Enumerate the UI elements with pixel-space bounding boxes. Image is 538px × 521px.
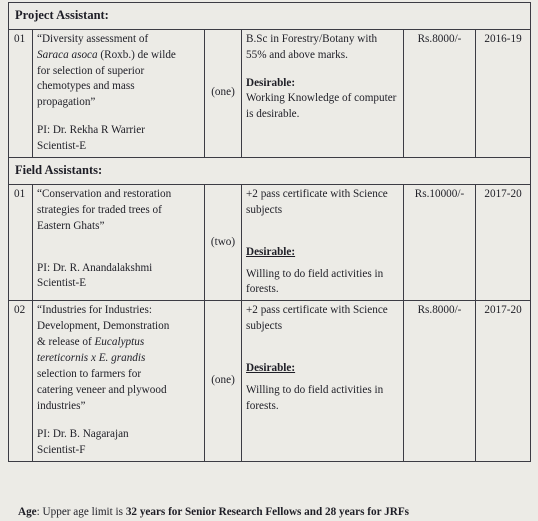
qualification-text: +2 pass certificate with Science subjects [246,187,388,216]
project-title-line [37,335,200,351]
project-title-line: selection to farmers for [37,368,142,380]
table-row [9,301,531,461]
qualification-cell [242,301,404,461]
pi-name: PI: Dr. B. Nagarajan [37,427,129,440]
desirable-text: Willing to do field activities in forests. [246,384,384,412]
age-limit-note [18,505,528,521]
qualification-cell [242,29,404,157]
table-row [9,29,531,157]
project-title-fragment: (Roxb.) de wilde [97,48,176,61]
project-title-line: strategies for traded trees of [37,203,162,216]
species-name: Saraca asoca [37,48,98,61]
qualification-cell [242,184,404,301]
species-name: Eucalyptus [94,336,145,349]
desirable-text: Willing to do field activities in forests. [246,267,384,296]
project-title-line: “Diversity assessment of [37,32,149,45]
footer-bold-text: 32 years for Senior Research Fellows and 28 years for JRFs [125,506,410,518]
serial-number: 02 [9,301,33,461]
desirable-label: Desirable: [246,245,296,258]
project-cell [33,29,205,157]
qualification-text: B.Sc in Forestry/Botany with 55% and above marks. [246,32,378,61]
qualification-text: +2 pass certificate with Science subjects [246,304,388,333]
footer-text: : Upper age limit is [36,506,126,518]
section-header-row [9,3,531,30]
section-header-row [9,158,531,185]
pi-role: Scientist-F [37,443,86,456]
pi-role: Scientist-E [37,140,87,153]
project-title-line: Development, Demonstration [37,320,170,333]
pi-name: PI: Dr. R. Anandalakshmi [37,261,153,274]
salary: Rs.10000/- [404,184,476,301]
salary: Rs.8000/- [404,301,476,461]
project-title-line: propagation” [37,96,96,109]
posts-count: (two) [205,184,242,301]
project-title-line [37,351,200,367]
table-row [9,184,531,301]
project-cell [33,184,205,301]
pi-name: PI: Dr. Rekha R Warrier [37,124,145,137]
footer-prefix: Age [18,506,37,518]
section-title: Field Assistants: [9,158,531,185]
posts-count: (one) [205,29,242,157]
project-title-line: “Industries for Industries: [37,304,152,317]
desirable-label: Desirable: [246,362,296,375]
project-title-line [37,48,200,64]
project-title-line: for selection of superior [37,64,145,77]
serial-number: 01 [9,29,33,157]
project-cell [33,301,205,461]
project-title-line: industries” [37,399,86,412]
project-title-line: catering veneer and plywood [37,383,167,396]
period: 2016-19 [476,29,531,157]
project-title-line: chemotypes and mass [37,80,135,93]
positions-table [8,2,531,462]
serial-number: 01 [9,184,33,301]
project-title-line: Eastern Ghats” [37,219,105,232]
period: 2017-20 [476,301,531,461]
salary: Rs.8000/- [404,29,476,157]
desirable-label: Desirable: [246,76,296,89]
project-title-fragment: & release of [37,336,95,349]
posts-count: (one) [205,301,242,461]
period: 2017-20 [476,184,531,301]
species-name: tereticornis x E. grandis [37,352,146,365]
project-title-line: “Conservation and restoration [37,187,172,200]
pi-role: Scientist-E [37,277,87,290]
desirable-text: Working Knowledge of computer is desirable. [246,92,397,121]
section-title: Project Assistant: [9,3,531,30]
